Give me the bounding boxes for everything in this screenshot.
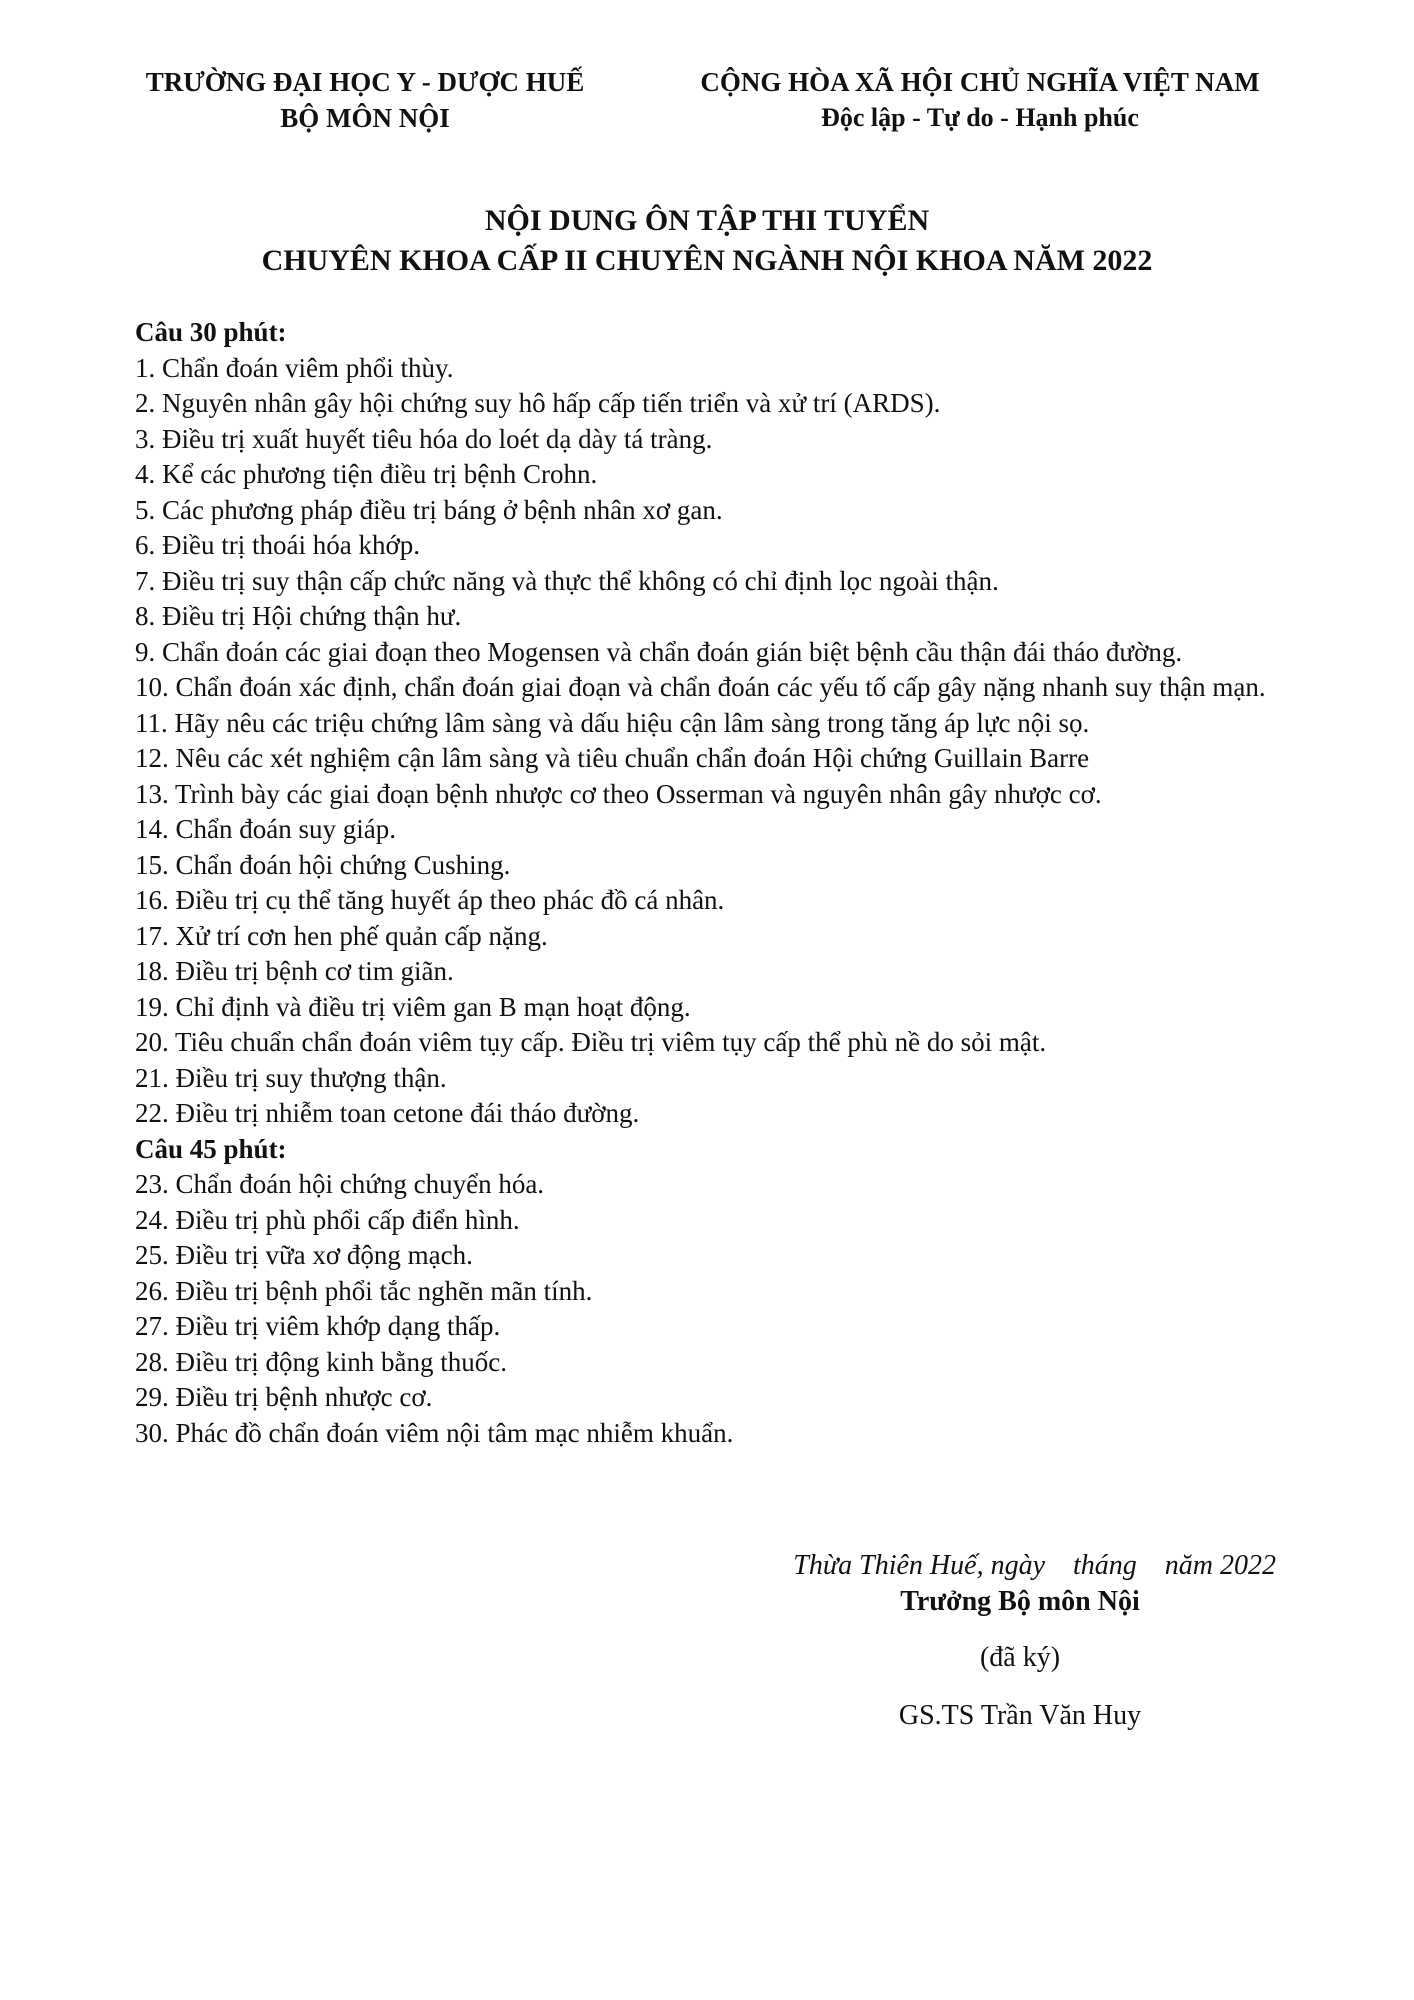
question-list xyxy=(135,315,1355,1451)
list-item: 7. Điều trị suy thận cấp chức năng và thực thể không có chỉ định lọc ngoài thận. xyxy=(135,565,999,596)
signed-note: (đã ký) xyxy=(979,1642,1061,1673)
national-header xyxy=(655,64,1305,136)
list-item: 25. Điều trị vữa xơ động mạch. xyxy=(135,1240,473,1270)
list-item: 9. Chẩn đoán các giai đoạn theo Mogensen và chẩn đoán gián biệt bệnh cầu thận đái tháo đường. xyxy=(135,636,1183,667)
list-item: 1. Chẩn đoán viêm phổi thùy. xyxy=(135,352,454,383)
list-item: 18. Điều trị bệnh cơ tim giãn. xyxy=(135,956,454,986)
list-item: 17. Xử trí cơn hen phế quản cấp nặng. xyxy=(135,920,548,951)
list-item: 22. Điều trị nhiễm toan cetone đái tháo đường. xyxy=(135,1098,640,1128)
university-name: TRƯỜNG ĐẠI HỌC Y - DƯỢC HUẾ xyxy=(145,67,585,97)
document-title xyxy=(0,201,1414,281)
list-item: 28. Điều trị động kinh bằng thuốc. xyxy=(135,1346,507,1377)
title-line-1: NỘI DUNG ÔN TẬP THI TUYỂN xyxy=(484,204,930,237)
list-item: 11. Hãy nêu các triệu chứng lâm sàng và dấu hiệu cận lâm sàng trong tăng áp lực nội sọ. xyxy=(135,707,1090,738)
list-item: 26. Điều trị bệnh phổi tắc nghẽn mãn tính. xyxy=(135,1275,593,1306)
list-item: 15. Chẩn đoán hội chứng Cushing. xyxy=(135,849,511,880)
list-item: 10. Chẩn đoán xác định, chẩn đoán giai đoạn và chẩn đoán các yếu tố cấp gây nặng nhanh suy thận mạn. xyxy=(135,672,1266,702)
section-30-minutes xyxy=(135,315,1355,1132)
list-item: 13. Trình bày các giai đoạn bệnh nhược cơ theo Osserman và nguyên nhân gây nhược cơ. xyxy=(135,778,1102,809)
list-item: 16. Điều trị cụ thể tăng huyết áp theo phác đồ cá nhân. xyxy=(135,885,725,915)
list-item: 27. Điều trị viêm khớp dạng thấp. xyxy=(135,1311,501,1341)
list-item: 3. Điều trị xuất huyết tiêu hóa do loét dạ dày tá tràng. xyxy=(135,423,713,454)
list-item: 5. Các phương pháp điều trị báng ở bệnh nhân xơ gan. xyxy=(135,494,723,525)
list-item: 14. Chẩn đoán suy giáp. xyxy=(135,814,396,844)
institution-header xyxy=(120,64,610,136)
list-item: 8. Điều trị Hội chứng thận hư. xyxy=(135,601,462,631)
list-item: 2. Nguyên nhân gây hội chứng suy hô hấp cấp tiến triển và xử trí (ARDS). xyxy=(135,388,941,418)
list-item: 29. Điều trị bệnh nhược cơ. xyxy=(135,1382,433,1412)
list-item: 20. Tiêu chuẩn chẩn đoán viêm tụy cấp. Điều trị viêm tụy cấp thể phù nề do sỏi mật. xyxy=(135,1027,1047,1057)
list-item: 6. Điều trị thoái hóa khớp. xyxy=(135,530,420,560)
signer-title: Trưởng Bộ môn Nội xyxy=(900,1586,1140,1617)
list-item: 12. Nêu các xét nghiệm cận lâm sàng và tiêu chuẩn chẩn đoán Hội chứng Guillain Barre xyxy=(135,743,1090,773)
list-item: 4. Kể các phương tiện điều trị bệnh Crohn. xyxy=(135,459,598,489)
signature-block xyxy=(720,1548,1320,1734)
country-name: CỘNG HÒA XÃ HỘI CHỦ NGHĨA VIỆT NAM xyxy=(700,67,1260,97)
list-item: 21. Điều trị suy thượng thận. xyxy=(135,1062,447,1093)
signature-date: Thừa Thiên Huế, ngày tháng năm 2022 xyxy=(793,1550,1276,1581)
national-motto: Độc lập - Tự do - Hạnh phúc xyxy=(821,103,1139,132)
list-item: 24. Điều trị phù phổi cấp điển hình. xyxy=(135,1204,520,1235)
signer-name: GS.TS Trần Văn Huy xyxy=(898,1700,1142,1731)
section-heading: Câu 45 phút: xyxy=(135,1133,287,1164)
list-item: 23. Chẩn đoán hội chứng chuyển hóa. xyxy=(135,1169,545,1199)
section-45-minutes xyxy=(135,1132,1355,1452)
list-item: 19. Chỉ định và điều trị viêm gan B mạn hoạt động. xyxy=(135,991,691,1022)
section-heading: Câu 30 phút: xyxy=(135,317,287,347)
title-line-2: CHUYÊN KHOA CẤP II CHUYÊN NGÀNH NỘI KHOA NĂM 2022 xyxy=(261,244,1153,277)
list-item: 30. Phác đồ chẩn đoán viêm nội tâm mạc nhiễm khuẩn. xyxy=(135,1417,734,1448)
department-name: BỘ MÔN NỘI xyxy=(280,103,450,133)
